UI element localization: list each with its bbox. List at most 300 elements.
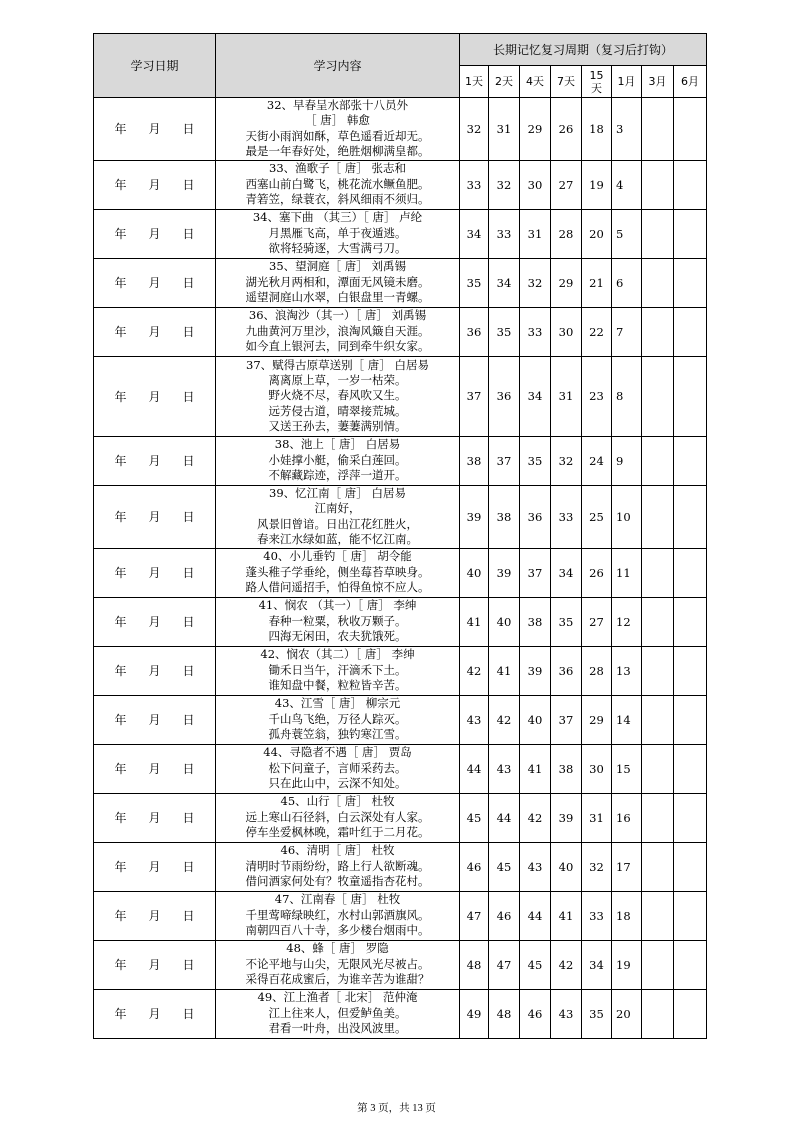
review-checkbox-cell[interactable]: 31	[551, 356, 582, 436]
table-row	[94, 258, 707, 307]
study-date-cell[interactable]	[94, 597, 216, 646]
date-day-label: 日	[182, 510, 195, 525]
poem-line: 谁知盘中餐，粒粒皆辛苦。	[268, 678, 407, 693]
review-checkbox-cell[interactable]: 25	[582, 485, 612, 548]
table-row	[94, 307, 707, 356]
date-day-label: 日	[182, 276, 195, 291]
review-checkbox-cell[interactable]: 41	[489, 646, 520, 695]
poem-content-cell	[216, 485, 460, 548]
review-checkbox-cell[interactable]	[674, 597, 707, 646]
table-row	[94, 209, 707, 258]
review-checkbox-cell[interactable]	[642, 744, 674, 793]
review-checkbox-cell[interactable]: 33	[582, 891, 612, 940]
review-checkbox-cell[interactable]	[674, 744, 707, 793]
review-checkbox-cell[interactable]: 39	[460, 485, 489, 548]
date-year-label: 年	[114, 860, 127, 875]
date-month-label: 月	[148, 566, 161, 581]
review-checkbox-cell[interactable]: 23	[582, 356, 612, 436]
poem-line: 千山鸟飞绝，万径人踪灭。	[268, 711, 407, 726]
poem-title: 38、池上［ 唐］ 白居易	[274, 437, 401, 452]
review-checkbox-cell[interactable]	[642, 98, 674, 161]
period-3-months: 3月	[642, 66, 674, 98]
review-checkbox-cell[interactable]	[674, 436, 707, 485]
review-checkbox-cell[interactable]	[674, 485, 707, 548]
review-checkbox-cell[interactable]: 47	[460, 891, 489, 940]
poem-title: 48、蜂［ 唐］ 罗隐	[286, 941, 389, 956]
review-checkbox-cell[interactable]	[674, 989, 707, 1038]
poem-line: 月黑雁飞高，单于夜遁逃。	[268, 225, 407, 240]
study-date-cell[interactable]	[94, 646, 216, 695]
review-checkbox-cell[interactable]: 19	[612, 940, 642, 989]
poem-content-cell	[216, 356, 460, 436]
poem-line: 如今直上银河去，同到牵牛织女家。	[245, 339, 430, 354]
review-checkbox-cell[interactable]: 43	[551, 989, 582, 1038]
poem-line: 停车坐爱枫林晚，霜叶红于二月花。	[245, 825, 430, 840]
review-checkbox-cell[interactable]: 29	[582, 695, 612, 744]
review-checkbox-cell[interactable]: 30	[520, 160, 551, 209]
study-date-cell[interactable]	[94, 356, 216, 436]
poem-rows	[94, 98, 707, 1039]
review-checkbox-cell[interactable]	[674, 695, 707, 744]
study-date-cell[interactable]	[94, 548, 216, 597]
review-checkbox-cell[interactable]: 40	[551, 842, 582, 891]
review-checkbox-cell[interactable]: 34	[551, 548, 582, 597]
date-year-label: 年	[114, 510, 127, 525]
study-date-cell[interactable]	[94, 485, 216, 548]
poem-content-cell	[216, 160, 460, 209]
review-checkbox-cell[interactable]	[642, 356, 674, 436]
review-checkbox-cell[interactable]	[674, 307, 707, 356]
poem-content-cell	[216, 891, 460, 940]
study-date-cell[interactable]	[94, 209, 216, 258]
review-checkbox-cell[interactable]: 40	[460, 548, 489, 597]
poem-line: 九曲黄河万里沙，浪淘风簸自天涯。	[245, 323, 430, 338]
date-day-label: 日	[182, 664, 195, 679]
study-date-cell[interactable]	[94, 989, 216, 1038]
date-month-label: 月	[148, 122, 161, 137]
date-month-label: 月	[148, 615, 161, 630]
poem-title: 43、江雪［ 唐］ 柳宗元	[274, 696, 401, 711]
review-checkbox-cell[interactable]: 40	[489, 597, 520, 646]
poem-line: 青箬笠，绿蓑衣，斜风细雨不须归。	[245, 192, 430, 207]
date-month-label: 月	[148, 860, 161, 875]
review-checkbox-cell[interactable]: 37	[460, 356, 489, 436]
review-checkbox-cell[interactable]	[674, 258, 707, 307]
review-checkbox-cell[interactable]	[674, 842, 707, 891]
date-day-label: 日	[182, 325, 195, 340]
review-checkbox-cell[interactable]: 16	[612, 793, 642, 842]
poem-title: 44、寻隐者不遇［ 唐］ 贾岛	[263, 745, 412, 760]
review-checkbox-cell[interactable]: 31	[582, 793, 612, 842]
review-checkbox-cell[interactable]	[674, 98, 707, 161]
review-checkbox-cell[interactable]: 39	[520, 646, 551, 695]
poem-content-cell	[216, 436, 460, 485]
review-checkbox-cell[interactable]: 30	[582, 744, 612, 793]
date-year-label: 年	[114, 566, 127, 581]
table-row	[94, 160, 707, 209]
review-checkbox-cell[interactable]: 13	[612, 646, 642, 695]
date-column-header: 学习日期	[94, 34, 216, 98]
poem-line: 春种一粒粟，秋收万颗子。	[268, 613, 407, 628]
review-checkbox-cell[interactable]	[642, 597, 674, 646]
review-checkbox-cell[interactable]: 41	[520, 744, 551, 793]
date-day-label: 日	[182, 1007, 195, 1022]
review-checkbox-cell[interactable]: 34	[489, 258, 520, 307]
review-checkbox-cell[interactable]: 31	[520, 209, 551, 258]
poem-content-cell	[216, 695, 460, 744]
poem-line: 远上寒山石径斜，白云深处有人家。	[245, 809, 430, 824]
review-checkbox-cell[interactable]: 6	[612, 258, 642, 307]
poem-title: 49、江上渔者［ 北宋］ 范仲淹	[257, 990, 418, 1005]
date-year-label: 年	[114, 713, 127, 728]
date-month-label: 月	[148, 762, 161, 777]
period-15-days: 15天	[582, 66, 612, 98]
period-2-days: 2天	[489, 66, 520, 98]
poem-title: 35、望洞庭［ 唐］ 刘禹锡	[269, 259, 406, 274]
review-checkbox-cell[interactable]: 27	[582, 597, 612, 646]
review-checkbox-cell[interactable]: 32	[489, 160, 520, 209]
study-date-cell[interactable]	[94, 793, 216, 842]
review-checkbox-cell[interactable]: 32	[520, 258, 551, 307]
review-checkbox-cell[interactable]	[642, 209, 674, 258]
review-checkbox-cell[interactable]: 21	[582, 258, 612, 307]
review-cycle-header: 长期记忆复习周期（复习后打钩）	[460, 34, 707, 66]
date-day-label: 日	[182, 811, 195, 826]
poem-line: 蓬头稚子学垂纶，侧坐莓苔草映身。	[245, 564, 430, 579]
review-checkbox-cell[interactable]: 24	[582, 436, 612, 485]
poem-content-cell	[216, 258, 460, 307]
review-checkbox-cell[interactable]: 33	[551, 485, 582, 548]
date-year-label: 年	[114, 958, 127, 973]
poem-line: 只在此山中，云深不知处。	[268, 776, 407, 791]
date-month-label: 月	[148, 713, 161, 728]
date-month-label: 月	[148, 909, 161, 924]
poem-line: 松下问童子，言师采药去。	[268, 760, 407, 775]
poem-content-cell	[216, 842, 460, 891]
review-checkbox-cell[interactable]: 28	[551, 209, 582, 258]
table-row	[94, 695, 707, 744]
review-checkbox-cell[interactable]: 18	[582, 98, 612, 161]
review-checkbox-cell[interactable]	[642, 989, 674, 1038]
poem-title: 37、赋得古原草送别［ 唐］ 白居易	[246, 357, 429, 372]
study-date-cell[interactable]	[94, 744, 216, 793]
poem-line: 西塞山前白鹭飞，桃花流水鳜鱼肥。	[245, 176, 430, 191]
poem-content-cell	[216, 744, 460, 793]
date-day-label: 日	[182, 615, 195, 630]
poem-line: 锄禾日当午，汗滴禾下土。	[268, 662, 407, 677]
review-checkbox-cell[interactable]	[674, 793, 707, 842]
study-date-cell[interactable]	[94, 842, 216, 891]
review-checkbox-cell[interactable]	[674, 891, 707, 940]
review-checkbox-cell[interactable]	[642, 436, 674, 485]
date-day-label: 日	[182, 122, 195, 137]
period-6-months: 6月	[674, 66, 707, 98]
date-day-label: 日	[182, 762, 195, 777]
review-checkbox-cell[interactable]: 42	[460, 646, 489, 695]
review-checkbox-cell[interactable]: 45	[520, 940, 551, 989]
date-month-label: 月	[148, 811, 161, 826]
poem-title: 41、悯农 （其一）［ 唐］ 李绅	[258, 598, 417, 613]
poem-title: 45、山行［ 唐］ 杜牧	[280, 794, 395, 809]
date-month-label: 月	[148, 325, 161, 340]
review-checkbox-cell[interactable]: 49	[460, 989, 489, 1038]
study-date-cell[interactable]	[94, 891, 216, 940]
content-column-header: 学习内容	[216, 34, 460, 98]
review-checkbox-cell[interactable]: 35	[520, 436, 551, 485]
review-checkbox-cell[interactable]: 48	[460, 940, 489, 989]
poem-line: 离离原上草，一岁一枯荣。	[268, 372, 407, 387]
review-checkbox-cell[interactable]: 33	[520, 307, 551, 356]
poem-content-cell	[216, 307, 460, 356]
review-checkbox-cell[interactable]: 32	[460, 98, 489, 161]
review-checkbox-cell[interactable]: 39	[551, 793, 582, 842]
poem-line: 风景旧曾谙。日出江花红胜火，	[257, 516, 418, 531]
date-year-label: 年	[114, 454, 127, 469]
page-footer: 第 3 页，共 13 页	[357, 1103, 436, 1114]
review-checkbox-cell[interactable]: 35	[489, 307, 520, 356]
review-checkbox-cell[interactable]: 42	[551, 940, 582, 989]
review-checkbox-cell[interactable]: 36	[551, 646, 582, 695]
poem-line: 不论平地与山尖，无限风光尽被占。	[245, 956, 430, 971]
poem-line: 南朝四百八十寺，多少楼台烟雨中。	[245, 923, 430, 938]
date-year-label: 年	[114, 762, 127, 777]
review-checkbox-cell[interactable]: 32	[551, 436, 582, 485]
poem-title: 36、浪淘沙（其一）［ 唐］ 刘禹锡	[248, 308, 427, 323]
study-date-cell[interactable]	[94, 98, 216, 161]
review-checkbox-cell[interactable]: 22	[582, 307, 612, 356]
review-checkbox-cell[interactable]	[642, 695, 674, 744]
review-checkbox-cell[interactable]: 29	[551, 258, 582, 307]
poem-line: 借问酒家何处有？牧童遥指杏花村。	[245, 874, 430, 889]
table-row	[94, 436, 707, 485]
poem-line: 最是一年春好处，绝胜烟柳满皇都。	[245, 144, 430, 159]
date-day-label: 日	[182, 178, 195, 193]
review-checkbox-cell[interactable]: 34	[520, 356, 551, 436]
period-1-month: 1月	[612, 66, 642, 98]
poem-line: 不解藏踪迹，浮萍一道开。	[268, 468, 407, 483]
poem-line: 君看一叶舟，出没风波里。	[268, 1021, 407, 1036]
review-checkbox-cell[interactable]: 38	[460, 436, 489, 485]
review-checkbox-cell[interactable]	[642, 793, 674, 842]
review-checkbox-cell[interactable]: 33	[489, 209, 520, 258]
study-date-cell[interactable]	[94, 160, 216, 209]
date-year-label: 年	[114, 664, 127, 679]
review-checkbox-cell[interactable]: 44	[489, 793, 520, 842]
poem-line: 又送王孙去，萋萋满别情。	[268, 419, 407, 434]
date-day-label: 日	[182, 958, 195, 973]
period-7-days: 7天	[551, 66, 582, 98]
review-checkbox-cell[interactable]: 38	[489, 485, 520, 548]
poem-title: 42、悯农（其二）［ 唐］ 李绅	[260, 647, 415, 662]
table-row	[94, 98, 707, 161]
review-checkbox-cell[interactable]	[674, 940, 707, 989]
poem-title: 39、忆江南［ 唐］ 白居易	[269, 485, 406, 500]
review-checkbox-cell[interactable]: 45	[460, 793, 489, 842]
poem-line: 欲将轻骑逐，大雪满弓刀。	[268, 241, 407, 256]
date-month-label: 月	[148, 510, 161, 525]
review-checkbox-cell[interactable]: 44	[520, 891, 551, 940]
review-checkbox-cell[interactable]: 42	[489, 695, 520, 744]
table-row	[94, 989, 707, 1038]
review-checkbox-cell[interactable]: 37	[520, 548, 551, 597]
review-checkbox-cell[interactable]: 44	[460, 744, 489, 793]
poem-line: 四海无闲田，农夫犹饿死。	[268, 629, 407, 644]
table-row	[94, 597, 707, 646]
review-checkbox-cell[interactable]	[642, 548, 674, 597]
review-checkbox-cell[interactable]: 19	[582, 160, 612, 209]
review-checkbox-cell[interactable]: 9	[612, 436, 642, 485]
poem-line: 小娃撑小艇，偷采白莲回。	[268, 452, 407, 467]
date-month-label: 月	[148, 664, 161, 679]
date-month-label: 月	[148, 454, 161, 469]
review-checkbox-cell[interactable]: 38	[520, 597, 551, 646]
date-day-label: 日	[182, 909, 195, 924]
date-month-label: 月	[148, 1007, 161, 1022]
review-checkbox-cell[interactable]	[674, 209, 707, 258]
review-checkbox-cell[interactable]: 26	[551, 98, 582, 161]
review-checkbox-cell[interactable]: 5	[612, 209, 642, 258]
review-checkbox-cell[interactable]: 35	[582, 989, 612, 1038]
review-checkbox-cell[interactable]	[642, 307, 674, 356]
review-checkbox-cell[interactable]: 30	[551, 307, 582, 356]
poem-content-cell	[216, 940, 460, 989]
date-year-label: 年	[114, 227, 127, 242]
date-year-label: 年	[114, 909, 127, 924]
review-checkbox-cell[interactable]: 20	[582, 209, 612, 258]
review-checkbox-cell[interactable]: 11	[612, 548, 642, 597]
review-checkbox-cell[interactable]	[642, 160, 674, 209]
review-checkbox-cell[interactable]: 36	[460, 307, 489, 356]
review-checkbox-cell[interactable]: 15	[612, 744, 642, 793]
poem-line: 清明时节雨纷纷，路上行人欲断魂。	[245, 858, 430, 873]
review-checkbox-cell[interactable]: 38	[551, 744, 582, 793]
review-checkbox-cell[interactable]: 43	[460, 695, 489, 744]
review-checkbox-cell[interactable]: 10	[612, 485, 642, 548]
review-checkbox-cell[interactable]: 43	[489, 744, 520, 793]
date-year-label: 年	[114, 178, 127, 193]
table-row	[94, 940, 707, 989]
review-checkbox-cell[interactable]: 42	[520, 793, 551, 842]
review-checkbox-cell[interactable]	[674, 646, 707, 695]
review-checkbox-cell[interactable]: 37	[551, 695, 582, 744]
review-checkbox-cell[interactable]: 8	[612, 356, 642, 436]
study-date-cell[interactable]	[94, 940, 216, 989]
table-row	[94, 548, 707, 597]
review-checkbox-cell[interactable]: 34	[460, 209, 489, 258]
table-row	[94, 646, 707, 695]
table-row	[94, 891, 707, 940]
review-checkbox-cell[interactable]: 3	[612, 98, 642, 161]
review-checkbox-cell[interactable]: 28	[582, 646, 612, 695]
review-checkbox-cell[interactable]: 40	[520, 695, 551, 744]
review-checkbox-cell[interactable]: 29	[520, 98, 551, 161]
review-checkbox-cell[interactable]: 47	[489, 940, 520, 989]
poem-title: 46、清明［ 唐］ 杜牧	[280, 843, 395, 858]
review-checkbox-cell[interactable]: 17	[612, 842, 642, 891]
poem-line: 天街小雨润如酥，草色遥看近却无。	[245, 128, 430, 143]
review-checkbox-cell[interactable]	[642, 485, 674, 548]
review-checkbox-cell[interactable]: 26	[582, 548, 612, 597]
review-checkbox-cell[interactable]: 46	[460, 842, 489, 891]
review-checkbox-cell[interactable]	[642, 891, 674, 940]
review-checkbox-cell[interactable]: 35	[551, 597, 582, 646]
poem-line: 遥望洞庭山水翠，白银盘里一青螺。	[245, 290, 430, 305]
poem-title: 33、渔歌子［ 唐］ 张志和	[269, 161, 406, 176]
poem-line: 路人借问遥招手，怕得鱼惊不应人。	[245, 580, 430, 595]
poem-title: 32、早春呈水部张十八员外	[266, 98, 409, 112]
review-checkbox-cell[interactable]: 41	[460, 597, 489, 646]
poem-line: 江上往来人，但爱鲈鱼美。	[268, 1005, 407, 1020]
review-checkbox-cell[interactable]	[642, 940, 674, 989]
period-4-days: 4天	[520, 66, 551, 98]
review-checkbox-cell[interactable]: 41	[551, 891, 582, 940]
review-checkbox-cell[interactable]: 36	[489, 356, 520, 436]
table-row	[94, 485, 707, 548]
poem-title: 47、江南春［ 唐］ 杜牧	[274, 892, 401, 907]
review-checkbox-cell[interactable]: 27	[551, 160, 582, 209]
date-month-label: 月	[148, 276, 161, 291]
review-checkbox-cell[interactable]: 34	[582, 940, 612, 989]
review-checkbox-cell[interactable]: 14	[612, 695, 642, 744]
review-checkbox-cell[interactable]: 37	[489, 436, 520, 485]
poem-line: 湖光秋月两相和，潭面无风镜未磨。	[245, 274, 430, 289]
review-checkbox-cell[interactable]: 39	[489, 548, 520, 597]
review-checkbox-cell[interactable]	[674, 160, 707, 209]
date-day-label: 日	[182, 389, 195, 404]
study-date-cell[interactable]	[94, 307, 216, 356]
review-checkbox-cell[interactable]: 32	[582, 842, 612, 891]
poem-content-cell	[216, 646, 460, 695]
review-checkbox-cell[interactable]: 20	[612, 989, 642, 1038]
review-checkbox-cell[interactable]: 12	[612, 597, 642, 646]
review-checkbox-cell[interactable]: 35	[460, 258, 489, 307]
poem-content-cell	[216, 989, 460, 1038]
table-row	[94, 793, 707, 842]
review-checkbox-cell[interactable]: 36	[520, 485, 551, 548]
poem-line: 江南好，	[314, 501, 361, 516]
review-checkbox-cell[interactable]: 48	[489, 989, 520, 1038]
review-checkbox-cell[interactable]	[642, 258, 674, 307]
review-checkbox-cell[interactable]	[674, 356, 707, 436]
study-date-cell[interactable]	[94, 695, 216, 744]
review-checkbox-cell[interactable]: 43	[520, 842, 551, 891]
date-day-label: 日	[182, 454, 195, 469]
poem-title: 34、塞下曲 （其三）［ 唐］ 卢纶	[252, 210, 423, 225]
review-checkbox-cell[interactable]: 4	[612, 160, 642, 209]
table-row	[94, 842, 707, 891]
review-checkbox-cell[interactable]: 45	[489, 842, 520, 891]
poem-line: 孤舟蓑笠翁，独钓寒江雪。	[268, 727, 407, 742]
date-year-label: 年	[114, 389, 127, 404]
table-row	[94, 356, 707, 436]
review-checkbox-cell[interactable]: 7	[612, 307, 642, 356]
review-checkbox-cell[interactable]: 46	[489, 891, 520, 940]
date-month-label: 月	[148, 178, 161, 193]
review-checkbox-cell[interactable]: 46	[520, 989, 551, 1038]
review-checkbox-cell[interactable]	[642, 646, 674, 695]
review-checkbox-cell[interactable]: 31	[489, 98, 520, 161]
review-checkbox-cell[interactable]	[674, 548, 707, 597]
review-checkbox-cell[interactable]	[642, 842, 674, 891]
date-month-label: 月	[148, 389, 161, 404]
date-year-label: 年	[114, 325, 127, 340]
date-year-label: 年	[114, 276, 127, 291]
review-checkbox-cell[interactable]: 33	[460, 160, 489, 209]
study-date-cell[interactable]	[94, 258, 216, 307]
poem-title: 40、小儿垂钓［ 唐］ 胡令能	[263, 549, 412, 564]
review-checkbox-cell[interactable]: 18	[612, 891, 642, 940]
study-date-cell[interactable]	[94, 436, 216, 485]
